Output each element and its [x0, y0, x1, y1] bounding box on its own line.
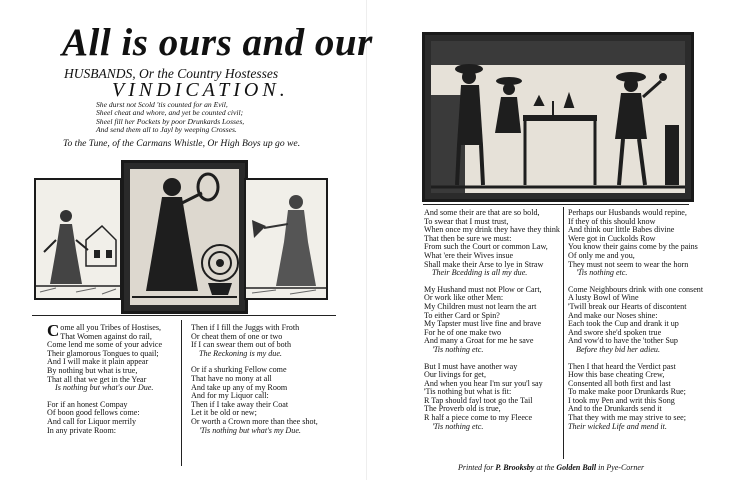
verse-line: Or if a shurking Fellow come [191, 365, 287, 375]
verse-line: And swore she'd spoken true [568, 327, 662, 337]
verse-line: That have no mony at all [191, 373, 272, 383]
verse-line: To swear that I must trust, [424, 216, 509, 226]
verse-line: Let it be old or new; [191, 408, 257, 418]
right-column-rule [563, 207, 564, 459]
right-column-2 [568, 209, 703, 431]
verse-line: And I will make it plain appear [47, 357, 149, 367]
woodcut-woman-peacock-art [124, 163, 245, 311]
woodcut-woman-house [34, 178, 122, 300]
woodcut-tavern-scene [422, 32, 694, 202]
verse-line: R half a piece come to my Fleece [424, 413, 533, 423]
verse-line: To make make poor Drunkards Rue; [568, 387, 686, 397]
verse-line: Their glamorous Tongues to quail; [47, 348, 159, 358]
epigraph [96, 101, 244, 135]
verse-line: By nothing but what is true, [47, 365, 138, 375]
verse-line: Then if I take away their Coat [191, 399, 289, 409]
right-rule [423, 204, 689, 205]
verse-line: 'Tis nothing but what is fit: [424, 387, 512, 397]
imprint-suffix: in Pye-Corner [596, 463, 645, 472]
drop-cap: C [47, 321, 60, 340]
verse-line: A lusty Bowl of Wine [568, 293, 639, 303]
verse-line: And some their are that are so bold, [424, 208, 540, 217]
verse-line: And make our Noses shine: [568, 310, 658, 320]
page-gutter [366, 0, 367, 480]
left-rule [32, 315, 336, 316]
verse-line: And take up any of my Room [191, 382, 288, 392]
verse-line: Or cheat them of one or two [191, 331, 283, 341]
imprint-mid: at the [534, 463, 557, 472]
verse-line: You know their gains come by the pains [568, 242, 698, 252]
verse-line: Come Neighbours drink with one consent [568, 284, 704, 294]
verse-line: My Hushand must not Plow or Cart, [424, 284, 542, 294]
verse-line: To either Card or Spin? [424, 310, 500, 320]
verse-line: That then be sure we must: [424, 233, 512, 243]
verse-line: And vow'd to have the 'tother Sup [568, 336, 678, 346]
epigraph-line: Sheel fill her Pockets by poor Drunkards Losses, [96, 116, 245, 126]
woodcut-woman-house-art [36, 180, 120, 298]
woodcut-woman-peacock [121, 160, 248, 314]
verse-line: Their wicked Life and mend it. [568, 421, 667, 431]
imprint-printer: P. Brooksby [495, 463, 535, 472]
verse-line: And think our little Babes divine [568, 225, 675, 235]
verse-line: That Women against do rail, [60, 331, 152, 341]
verse-line: Then I that heard the Verdict past [568, 361, 676, 371]
verse-line: Perhaps our Husbands would repine, [568, 208, 687, 217]
verse-line: My Children must not learn the art [424, 301, 537, 311]
left-column-1 [47, 321, 163, 435]
verse-line: And when you hear I'm sur you'l say [424, 378, 543, 388]
verse-line: I took my Pen and writ this Song [568, 395, 675, 405]
epigraph-line: She durst not Scold 'tis counted for an Evil, [96, 100, 228, 109]
right-column-1 [424, 209, 560, 431]
verse-line: R Tap should fayl toot go the Tail [424, 395, 533, 405]
verse-line: Before they bid her adieu. [576, 344, 660, 354]
verse-line-text: ome all you Tribes of Hostises, [60, 323, 162, 332]
verse-line: Or work like other Men: [424, 293, 504, 303]
verse-line: For if an honest Compay [47, 399, 128, 409]
verse-line: Of boon good fellows come: [47, 408, 140, 418]
verse-line: 'Tis nothing etc. [432, 421, 484, 431]
printer-imprint [458, 463, 644, 472]
verse-line: Of only me and you, [568, 250, 635, 260]
verse-line: And for my Liquor call: [191, 391, 269, 401]
verse-line: For he of one make two [424, 327, 502, 337]
verse-line: Or worth a Crown more than thee shot, [191, 416, 318, 426]
verse-line: 'Tis nothing etc. [576, 268, 628, 278]
imprint-sign: Golden Ball [556, 463, 597, 472]
ballad-title: All is ours and our [62, 21, 373, 64]
verse-line: Shall make their Arse to lye in Straw [424, 259, 544, 269]
verse-line: If they of this should know [568, 216, 656, 226]
verse-line: When once my drink they have they think [424, 225, 560, 235]
left-column-2 [191, 324, 318, 435]
verse-line: Were got in Cuckolds Row [568, 233, 656, 243]
woodcut-tavern-scene-art [425, 35, 691, 199]
verse-line: 'Tis nothing but what's my Due. [199, 425, 301, 435]
verse-line: And many a Groat for me he save [424, 336, 534, 346]
ballad-subtitle: HUSBANDS, Or the Country Hostesses [64, 66, 279, 81]
verse-line: 'Tis nothing etc. [432, 344, 484, 354]
epigraph-line: Sheel cheat and whore, and yet be counted civil; [96, 108, 244, 118]
verse-line: But I must have another way [424, 361, 518, 371]
verse-line: They must not seem to wear the horn [568, 259, 689, 269]
verse-line: And call for Liquor merrily [47, 416, 137, 426]
verse-line: Then if I fill the Juggs with Froth [191, 323, 300, 332]
ballad-vindication: VINDICATION. [112, 79, 289, 101]
verse-line: 'Twill break our Hearts of discontent [568, 301, 687, 311]
verse-line: And to the Drunkards send it [568, 404, 662, 414]
woodcut-woman-fan-art [246, 180, 326, 298]
verse-line: What 'ere their Wives insue [424, 250, 514, 260]
verse-line: From such the Court or common Law, [424, 242, 548, 252]
left-column-rule [181, 320, 182, 466]
woodcut-woman-fan [244, 178, 328, 300]
tune-line: To the Tune, of the Carmans Whistle, Or High Boys up go we. [63, 138, 301, 149]
verse-line: In any private Room: [47, 425, 117, 435]
verse-line: Consented all both first and last [568, 378, 671, 388]
verse-line: Their Bcedding is all my due. [432, 268, 528, 278]
verse-line: Is nothing but what's our Due. [55, 383, 154, 393]
epigraph-line: And send them all to Jayl by weeping Crosses. [96, 125, 237, 135]
verse-line: The Reckoning is my due. [199, 348, 282, 358]
verse-line: Each took the Cup and drank it up [568, 319, 679, 329]
verse-line: That all that we get in the Year [47, 374, 147, 384]
verse-line: Our livings for get, [424, 370, 487, 380]
verse-line: How this base cheating Crew, [568, 370, 665, 380]
verse-line: My Tapster must live fine and brave [424, 319, 542, 329]
verse-line: The Proverb old is true, [424, 404, 501, 414]
verse-line: That they with me may strive to see; [568, 413, 687, 423]
verse-line: Come lend me some of your advice [47, 340, 163, 350]
imprint-prefix: Printed for [458, 463, 496, 472]
verse-line: If I can swear them out of both [191, 340, 292, 350]
